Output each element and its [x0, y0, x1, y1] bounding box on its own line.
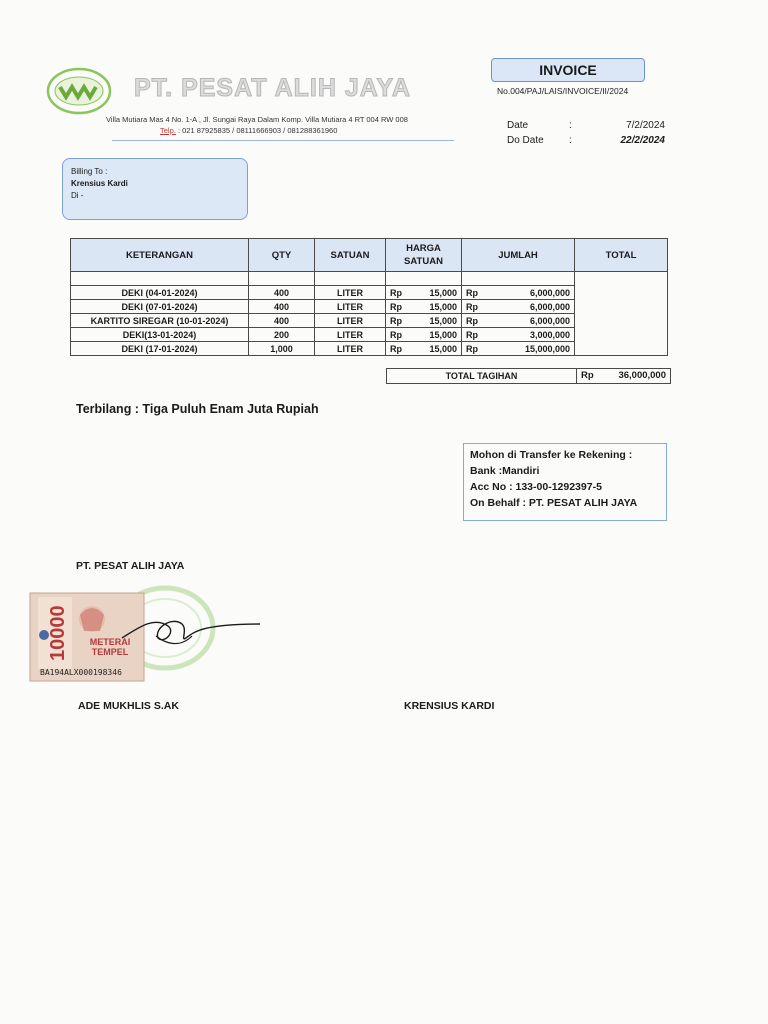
- bank-line-3: Acc No : 133-00-1292397-5: [470, 481, 602, 493]
- phone-label: Telp.: [160, 126, 176, 135]
- header-satuan: SATUAN: [315, 239, 386, 272]
- row-price-currency: Rp: [390, 301, 402, 312]
- row-price: 15,000: [429, 343, 457, 354]
- billing-box: [62, 158, 248, 220]
- row-amount: 15,000,000: [524, 343, 570, 354]
- bank-line-1: Mohon di Transfer ke Rekening :: [470, 449, 633, 461]
- table-header-row: [71, 239, 668, 272]
- row-price: 15,000: [429, 287, 457, 298]
- total-tagihan-label: TOTAL TAGIHAN: [386, 368, 577, 384]
- invoice-title: INVOICE: [491, 58, 645, 82]
- row-amount-currency: Rp: [466, 287, 478, 298]
- row-amount-currency: Rp: [466, 343, 478, 354]
- row-qty: 1,000: [249, 342, 315, 356]
- signer-right-name: KRENSIUS KARDI: [404, 700, 495, 712]
- invoice-number: No.004/PAJ/LAIS/INVOICE/II/2024: [497, 86, 629, 96]
- company-address: Villa Mutiara Mas 4 No. 1-A , Jl. Sungai Raya Dalam Komp. Villa Mutiara 4 RT 004 RW 008: [106, 115, 408, 124]
- row-qty: 200: [249, 328, 315, 342]
- company-name: PT. PESAT ALIH JAYA: [134, 74, 411, 102]
- signer-left-name: ADE MUKHLIS S.AK: [78, 700, 179, 712]
- row-amount-currency: Rp: [466, 301, 478, 312]
- row-amount: 6,000,000: [529, 315, 570, 326]
- header-qty: QTY: [249, 239, 315, 272]
- due-label: Do Date: [507, 135, 544, 146]
- total-currency: Rp: [581, 370, 594, 381]
- header-keterangan: KETERANGAN: [71, 239, 249, 272]
- header-jumlah: JUMLAH: [462, 239, 575, 272]
- row-price-currency: Rp: [390, 329, 402, 340]
- header-total: TOTAL: [575, 239, 668, 272]
- bank-transfer-box: [463, 443, 667, 521]
- row-amount-currency: Rp: [466, 329, 478, 340]
- row-price: 15,000: [429, 315, 457, 326]
- total-tagihan-value-box: [576, 368, 671, 384]
- row-amount: 3,000,000: [529, 329, 570, 340]
- row-desc: DEKI (17-01-2024): [71, 342, 249, 356]
- billing-location: Di -: [71, 191, 84, 200]
- row-desc: DEKI(13-01-2024): [71, 328, 249, 342]
- date-label: Date: [507, 120, 529, 131]
- row-qty: 400: [249, 300, 315, 314]
- row-desc: KARTITO SIREGAR (10-01-2024): [71, 314, 249, 328]
- bank-line-2: Bank :Mandiri: [470, 465, 540, 477]
- stamp-serial: BA194ALX000198346: [40, 668, 122, 677]
- row-amount: 6,000,000: [529, 301, 570, 312]
- amount-in-words: Terbilang : Tiga Puluh Enam Juta Rupiah: [76, 402, 319, 416]
- row-amount: 6,000,000: [529, 287, 570, 298]
- row-price-currency: Rp: [390, 315, 402, 326]
- due-date-row: [507, 135, 665, 149]
- phone-numbers: : 021 87925835 / 08111666903 / 081288361960: [177, 126, 338, 135]
- total-value: 36,000,000: [618, 370, 666, 381]
- handwritten-signature-icon: [110, 598, 270, 658]
- billing-title: Billing To :: [71, 167, 108, 176]
- stamp-value: 10000: [47, 605, 69, 661]
- row-price: 15,000: [429, 301, 457, 312]
- date-colon: :: [569, 120, 572, 131]
- row-amount-currency: Rp: [466, 315, 478, 326]
- row-qty: 400: [249, 314, 315, 328]
- row-price: 15,000: [429, 329, 457, 340]
- row-unit: LITER: [315, 300, 386, 314]
- row-desc: DEKI (04-01-2024): [71, 286, 249, 300]
- due-value: 22/2/2024: [620, 135, 665, 146]
- row-desc: DEKI (07-01-2024): [71, 300, 249, 314]
- due-colon: :: [569, 135, 572, 146]
- row-price-currency: Rp: [390, 343, 402, 354]
- row-unit: LITER: [315, 342, 386, 356]
- row-price-currency: Rp: [390, 287, 402, 298]
- header-harga: HARGA SATUAN: [386, 239, 462, 272]
- table-spacer-row: [71, 272, 668, 286]
- stamp-text: METERAI TEMPEL: [89, 637, 131, 657]
- company-phone: [160, 126, 337, 135]
- invoice-items-table: [70, 238, 668, 356]
- billing-name: Krensius Kardi: [71, 179, 128, 188]
- row-unit: LITER: [315, 328, 386, 342]
- company-logo-icon: [46, 66, 112, 116]
- bank-line-4: On Behalf : PT. PESAT ALIH JAYA: [470, 497, 638, 509]
- signature-company: PT. PESAT ALIH JAYA: [76, 560, 185, 572]
- invoice-date-row: [507, 120, 665, 134]
- date-value: 7/2/2024: [626, 120, 665, 131]
- row-unit: LITER: [315, 314, 386, 328]
- row-qty: 400: [249, 286, 315, 300]
- header-divider: [112, 140, 454, 141]
- row-unit: LITER: [315, 286, 386, 300]
